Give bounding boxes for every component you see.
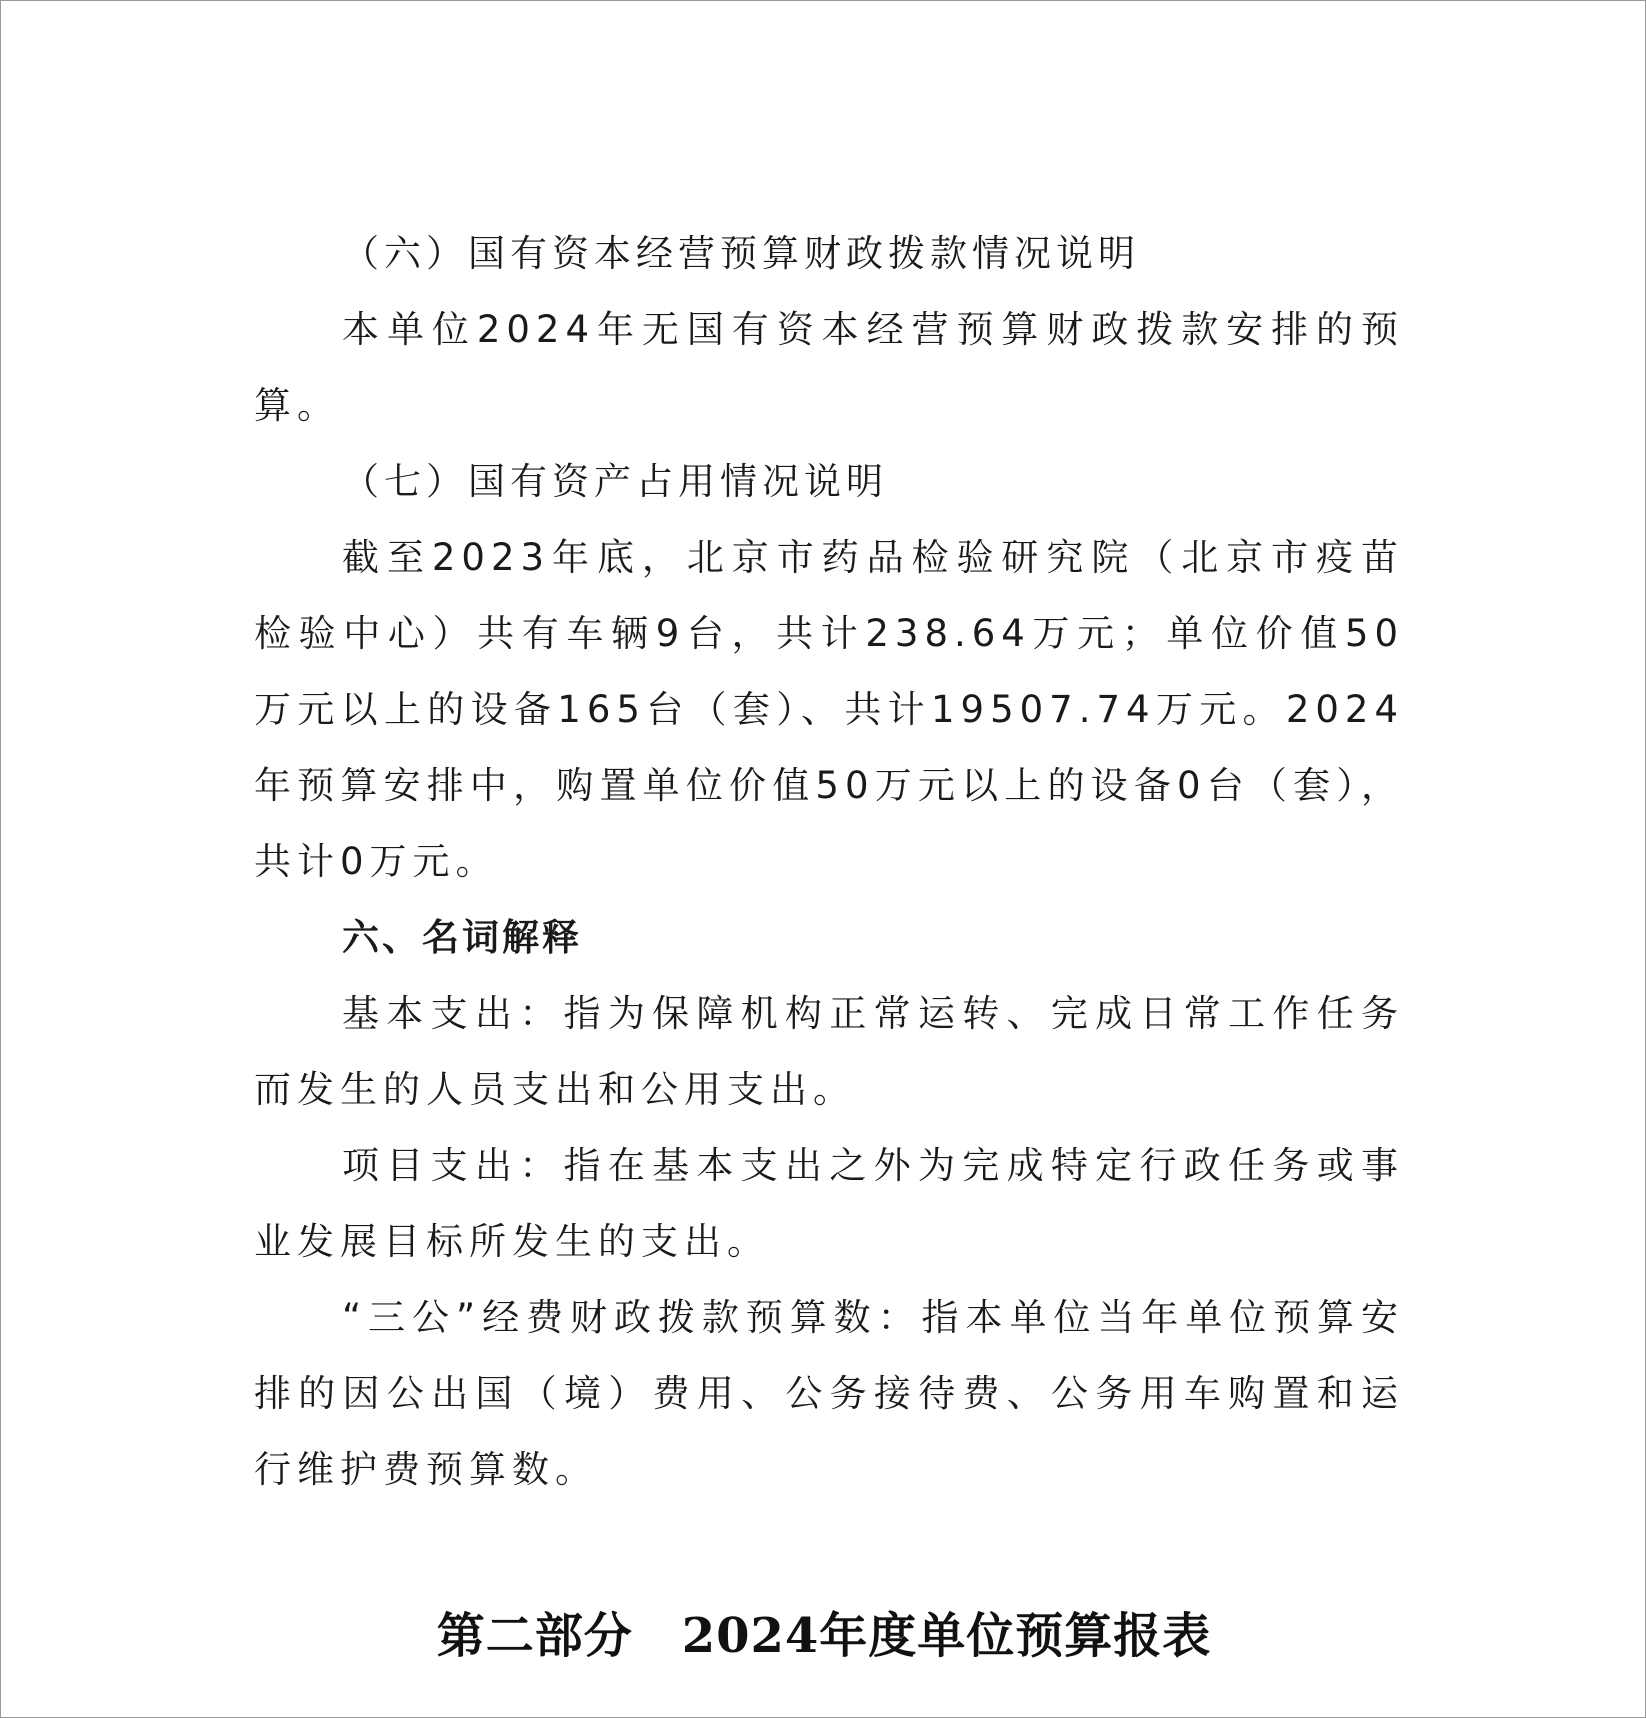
part-title: 第二部分 2024年度单位预算报表 bbox=[436, 1608, 1212, 1664]
glossary-item-project-expenditure: 项目支出：指在基本支出之外为完成特定行政任务或事业发展目标所发生的支出。 bbox=[254, 1144, 1404, 1263]
paragraph-state-assets: 截至2023年底，北京市药品检验研究院（北京市疫苗检验中心）共有车辆9台，共计238.64万元；单位价值50万元以上的设备165台（套）、共计19507.74万元。2024年预算安排中，购置单位价值50万元以上的设备0台（套），共计0万元。 bbox=[254, 536, 1404, 883]
document-body bbox=[254, 216, 1404, 1508]
section-heading-state-assets: （七）国有资产占用情况说明 bbox=[342, 460, 888, 503]
glossary-item-three-public-expenses: “三公”经费财政拨款预算数：指本单位当年单位预算安排的因公出国（境）费用、公务接待费、公务用车购置和运行维护费预算数。 bbox=[254, 1296, 1404, 1491]
glossary-item-basic-expenditure: 基本支出：指为保障机构正常运转、完成日常工作任务而发生的人员支出和公用支出。 bbox=[254, 992, 1404, 1111]
paragraph-state-capital-budget: 本单位2024年无国有资本经营预算财政拨款安排的预算。 bbox=[254, 308, 1404, 427]
glossary-heading: 六、名词解释 bbox=[342, 916, 582, 959]
section-heading-state-capital: （六）国有资本经营预算财政拨款情况说明 bbox=[342, 232, 1140, 275]
